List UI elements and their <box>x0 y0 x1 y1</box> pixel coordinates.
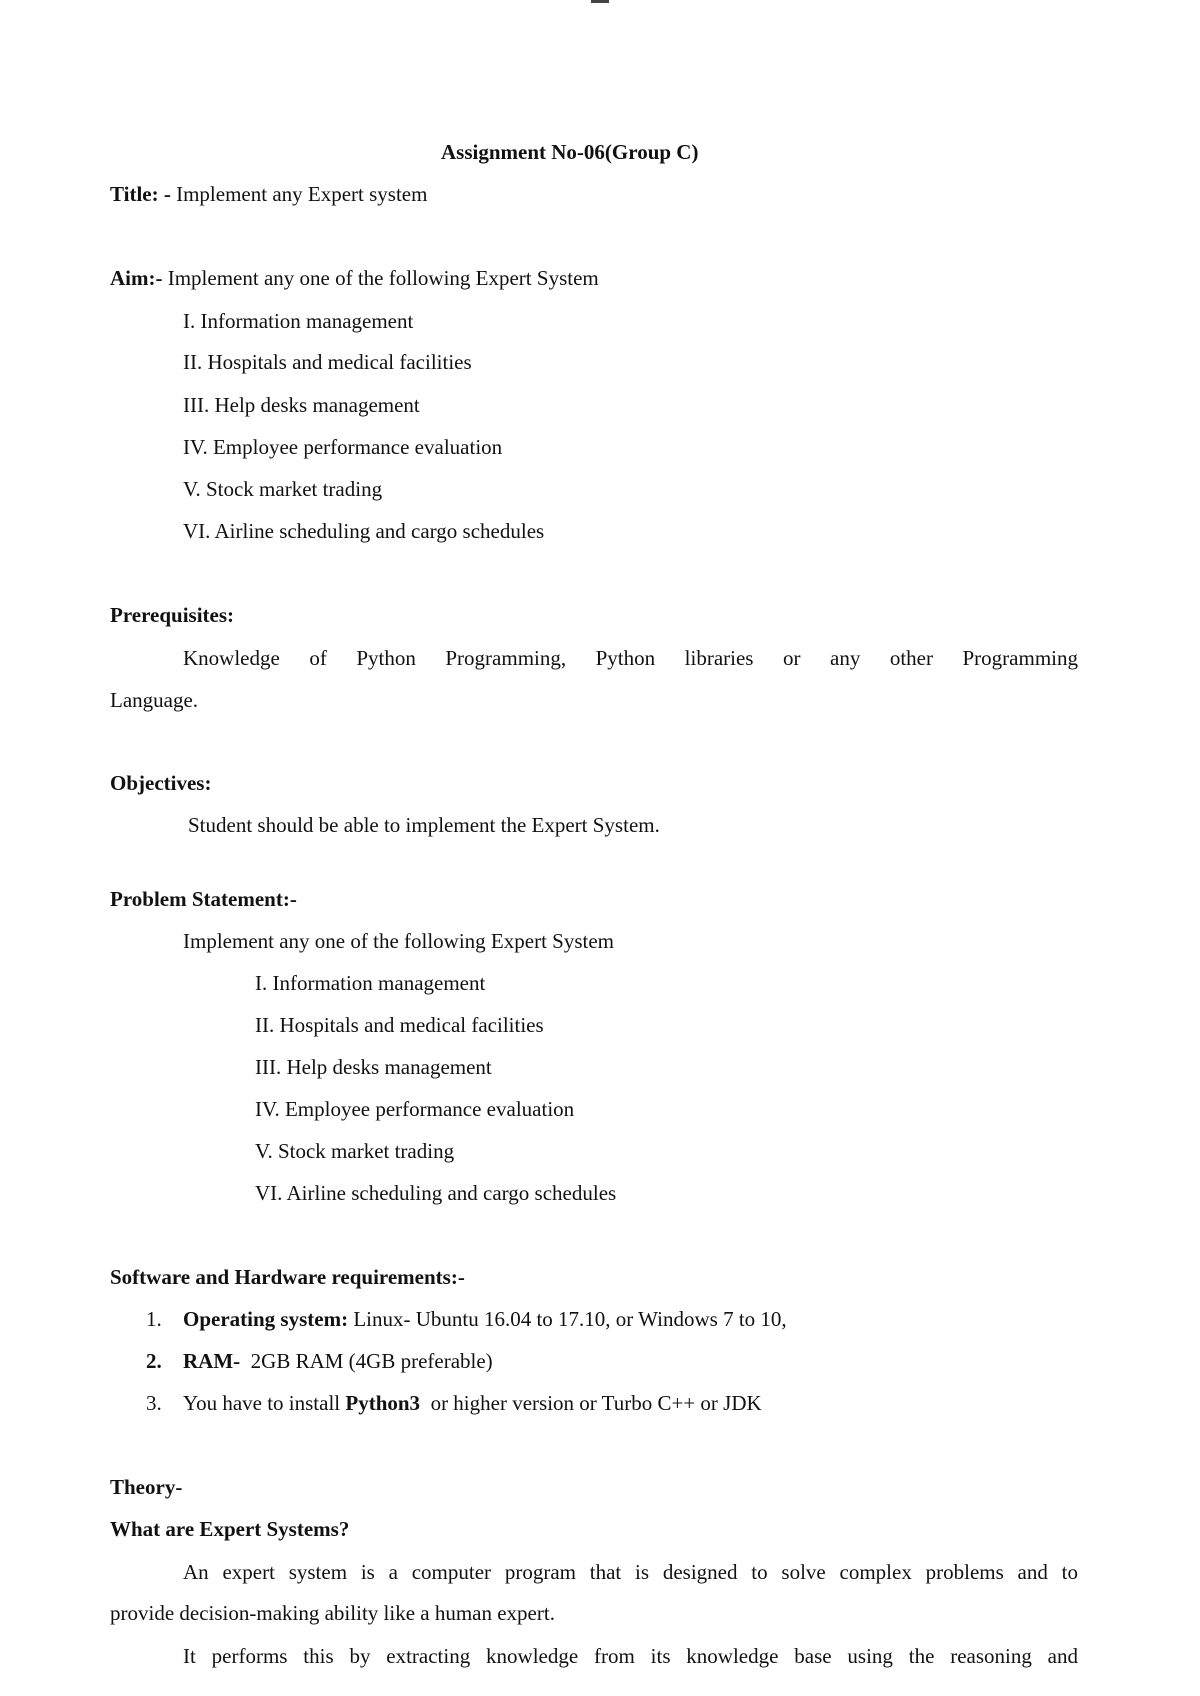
requirement-text: 2GB RAM (4GB preferable) <box>240 1349 493 1373</box>
prerequisites-label: Prerequisites: <box>110 603 235 627</box>
requirement-item-text <box>183 1351 493 1372</box>
requirements-label: Software and Hardware requirements:- <box>110 1265 465 1289</box>
page-top-mark <box>591 0 609 3</box>
title-text: Implement any Expert system <box>176 182 428 206</box>
objectives-label: Objectives: <box>110 771 212 795</box>
problem-statement-intro: Implement any one of the following Expert System <box>183 929 614 953</box>
theory-paragraph-2 <box>110 1635 1078 1677</box>
problem-item: II. Hospitals and medical facilities <box>255 1013 544 1037</box>
title-line <box>110 184 427 205</box>
aim-item: III. Help desks management <box>183 393 420 417</box>
requirement-bold: Python3 <box>345 1391 421 1415</box>
theory-para1-line2: provide decision-making ability like a human expert. <box>110 1601 555 1625</box>
prerequisites-line1: Knowledge of Python Programming, Python libraries or any other Programming <box>183 646 1078 670</box>
requirement-bold: RAM- <box>183 1349 241 1373</box>
requirement-pre: You have to install <box>183 1391 346 1415</box>
theory-paragraph-1 <box>110 1551 1078 1593</box>
aim-item: V. Stock market trading <box>183 477 383 501</box>
aim-item: I. Information management <box>183 309 414 333</box>
problem-item: III. Help desks management <box>255 1055 492 1079</box>
requirement-bold: Operating system: <box>183 1307 349 1331</box>
title-label: Title: <box>110 182 159 206</box>
requirement-item-text <box>183 1309 787 1330</box>
requirement-number: 1. <box>146 1307 162 1331</box>
requirement-text: or higher version or Turbo C++ or JDK <box>420 1391 762 1415</box>
requirement-number: 3. <box>146 1391 162 1415</box>
aim-item: II. Hospitals and medical facilities <box>183 350 472 374</box>
aim-item: VI. Airline scheduling and cargo schedules <box>183 519 545 543</box>
problem-item: I. Information management <box>255 971 486 995</box>
problem-statement-label: Problem Statement:- <box>110 887 297 911</box>
requirement-item <box>146 1351 162 1372</box>
aim-line <box>110 268 599 289</box>
requirement-number: 2. <box>146 1349 162 1373</box>
theory-label: Theory- <box>110 1475 183 1499</box>
aim-text: Implement any one of the following Expert System <box>162 266 599 290</box>
theory-para2-line1: It performs this by extracting knowledge from its knowledge base using the reasoning and <box>183 1644 1078 1668</box>
assignment-heading: Assignment No-06(Group C) <box>441 140 699 164</box>
prerequisites-line2: Language. <box>110 688 199 712</box>
objectives-text: Student should be able to implement the Expert System. <box>188 813 660 837</box>
problem-item: V. Stock market trading <box>255 1139 455 1163</box>
aim-item: IV. Employee performance evaluation <box>183 435 503 459</box>
theory-question: What are Expert Systems? <box>110 1517 350 1541</box>
requirement-item <box>146 1393 162 1414</box>
aim-label: Aim:- <box>110 266 163 290</box>
theory-para1-line1: An expert system is a computer program that is designed to solve complex problems and to <box>183 1560 1078 1584</box>
prerequisites-paragraph <box>110 637 1078 679</box>
requirement-item <box>146 1309 162 1330</box>
title-sep: - <box>158 182 177 206</box>
requirement-item-text <box>183 1393 762 1414</box>
requirement-text: Linux- Ubuntu 16.04 to 17.10, or Windows 7 to 10, <box>348 1307 787 1331</box>
problem-item: VI. Airline scheduling and cargo schedules <box>255 1181 617 1205</box>
problem-item: IV. Employee performance evaluation <box>255 1097 575 1121</box>
